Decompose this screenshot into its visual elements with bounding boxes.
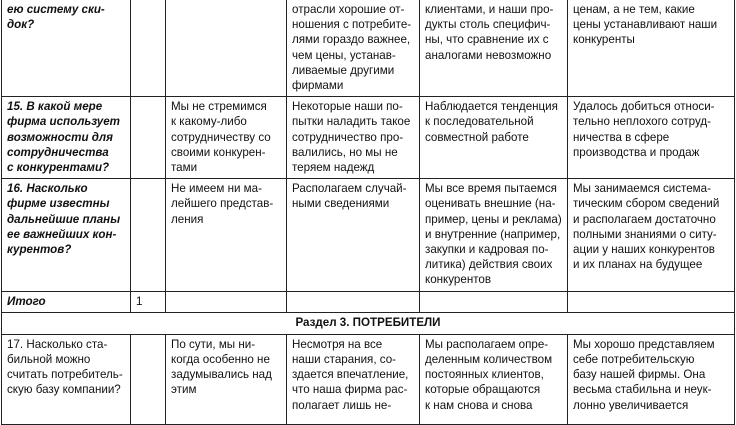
option-cell: [166, 334, 287, 424]
cell-text-line: и их планах на будущее: [573, 258, 703, 272]
cell-text-line: ношения с потребите-: [292, 18, 412, 32]
option-cell: [287, 334, 420, 424]
cell-text-line: теряем надежд: [292, 161, 375, 175]
question-cell: [2, 179, 131, 291]
table-row: [2, 0, 735, 97]
cell-text-line: Наблюдается тенденция: [425, 100, 558, 114]
table-row: [2, 179, 735, 291]
option-cell: [166, 179, 287, 291]
total-score: 1: [131, 291, 166, 312]
question-cell: [2, 0, 131, 97]
cell-text-line: постоянных клиентов,: [425, 368, 544, 382]
cell-text-line: док?: [7, 18, 35, 32]
cell-text-line: производства и продаж: [573, 145, 700, 159]
cell-text-line: ценам, а не тем, какие: [573, 3, 695, 16]
option-cell: [166, 291, 287, 312]
cell-text-line: 15. В какой мере: [7, 100, 103, 114]
cell-text-line: дукты столь специфич-: [425, 18, 551, 32]
cell-text-line: базу нашей фирмы. Она: [573, 368, 706, 382]
cell-text-line: ными сведениями: [292, 197, 390, 211]
option-cell: [420, 0, 568, 97]
cell-text-line: Мы располагаем опре-: [425, 337, 549, 351]
cell-text-line: дальнейшие планы: [7, 212, 121, 226]
option-cell: [568, 0, 735, 97]
cell-text-line: тельно неплохого сотруд-: [573, 115, 712, 129]
cell-text-line: сотрудничества: [7, 145, 109, 159]
score-cell: [131, 334, 166, 424]
cell-text-line: бильной можно: [7, 353, 91, 367]
cell-text-line: лейшего представ-: [171, 197, 274, 211]
cell-text-line: возможности для: [7, 130, 113, 144]
option-cell: [420, 97, 568, 179]
cell-text-line: клиентами, и наши про-: [425, 3, 554, 16]
cell-text-line: закупки и кадровая по-: [425, 243, 549, 257]
cell-text-line: фирме известны: [7, 197, 110, 211]
cell-text-line: оценивать внешние (на-: [425, 197, 556, 211]
cell-text-line: сотрудничеству со: [171, 130, 271, 144]
cell-text-line: весьма стабильна и неук-: [573, 383, 712, 397]
cell-text-line: наши старания, со-: [292, 353, 397, 367]
score-cell: [131, 97, 166, 179]
cell-text-line: литика) действия своих: [425, 258, 553, 272]
option-cell: [166, 97, 287, 179]
cell-text-line: Мы не стремимся: [171, 100, 267, 114]
cell-text-line: Не имеем ни ма-: [171, 182, 262, 196]
cell-text-line: лонно увеличивается: [573, 398, 689, 412]
cell-text-line: 16. Насколько: [7, 182, 88, 196]
cell-text-line: когда особенно не: [171, 353, 270, 367]
option-cell: [568, 291, 735, 312]
cell-text-line: сотрудничество про-: [292, 130, 404, 144]
option-cell: [420, 334, 568, 424]
cell-text-line: конкурентов: [425, 273, 492, 287]
question-cell: [2, 97, 131, 179]
cell-text-line: пример, цены и реклама): [425, 212, 562, 226]
cell-text-line: По сути, мы ни-: [171, 337, 256, 351]
cell-text-line: Располагаем случай-: [292, 182, 407, 196]
cell-text-line: и располагаем достаточно: [573, 212, 716, 226]
cell-text-line: конкуренты: [573, 33, 635, 47]
option-cell: [287, 291, 420, 312]
cell-text-line: чем цены, устанав-: [292, 48, 396, 62]
cell-text-line: тами: [171, 161, 198, 175]
cell-text-line: скую базу компании?: [7, 383, 121, 397]
cell-text-line: цены устанавливают наши: [573, 18, 718, 32]
option-cell: [568, 179, 735, 291]
cell-text-line: считать потребитель-: [7, 368, 123, 382]
section-title: Раздел 3. ПОТРЕБИТЕЛИ: [2, 312, 735, 334]
cell-text-line: отрасли хорошие от-: [292, 3, 405, 16]
cell-text-line: что наша фирма рас-: [292, 383, 408, 397]
cell-text-line: Некоторые наши по-: [292, 100, 403, 114]
cell-text-line: Мы занимаемся система-: [573, 182, 711, 196]
section-row: [2, 312, 735, 334]
cell-text-line: ее важнейших кон-: [7, 227, 117, 241]
cell-text-line: лями гораздо важнее,: [292, 33, 411, 47]
cell-text-line: валились, но мы не: [292, 145, 398, 159]
cell-text-line: ны, что сравнение их с: [425, 33, 549, 47]
cell-text-line: 17. Насколько ста-: [7, 337, 108, 351]
option-cell: [568, 97, 735, 179]
total-label: Итого: [2, 291, 131, 312]
score-cell: [131, 179, 166, 291]
cell-text-line: ничества в сфере: [573, 130, 670, 144]
cell-text-line: и внутренние (например,: [425, 227, 561, 241]
cell-text-line: ею систему ски-: [7, 3, 105, 16]
cell-text-line: к последовательной: [425, 115, 534, 129]
cell-text-line: полными знаниями о ситу-: [573, 227, 717, 241]
cell-text-line: полагает лишь не-: [292, 398, 392, 412]
cell-text-line: деленным количеством: [425, 353, 553, 367]
cell-text-line: с конкурентами?: [7, 161, 110, 175]
option-cell: [287, 0, 420, 97]
cell-text-line: пытки наладить такое: [292, 115, 411, 129]
option-cell: [420, 179, 568, 291]
survey-table: [1, 0, 735, 425]
cell-text-line: Несмотря на все: [292, 337, 383, 351]
option-cell: [287, 97, 420, 179]
cell-text-line: здается впечатление,: [292, 368, 409, 382]
cell-text-line: фирмами: [292, 79, 344, 93]
cell-text-line: совместной работе: [425, 130, 529, 144]
total-row: [2, 291, 735, 312]
cell-text-line: своими конкурен-: [171, 145, 266, 159]
option-cell: [568, 334, 735, 424]
cell-text-line: задумывались над: [171, 368, 272, 382]
cell-text-line: ации у наших конкурентов: [573, 243, 715, 257]
option-cell: [420, 291, 568, 312]
question-cell: [2, 334, 131, 424]
table-row: [2, 334, 735, 424]
cell-text-line: Мы все время пытаемся: [425, 182, 557, 196]
option-cell: [287, 179, 420, 291]
cell-text-line: этим: [171, 383, 197, 397]
option-cell: [166, 0, 287, 97]
score-cell: [131, 0, 166, 97]
cell-text-line: ливаемые другими: [292, 63, 395, 77]
cell-text-line: фирма использует: [7, 115, 120, 129]
cell-text-line: Мы хорошо представляем: [573, 337, 715, 351]
cell-text-line: ления: [171, 212, 204, 226]
cell-text-line: к какому-либо: [171, 115, 247, 129]
cell-text-line: курентов?: [7, 243, 72, 257]
cell-text-line: которые обращаются: [425, 383, 541, 397]
cell-text-line: аналогами невозможно: [425, 48, 552, 62]
cell-text-line: Удалось добиться относи-: [573, 100, 715, 114]
cell-text-line: тическим сбором сведений: [573, 197, 720, 211]
cell-text-line: себе потребительскую: [573, 353, 695, 367]
cell-text-line: к нам снова и снова: [425, 398, 533, 412]
table-row: [2, 97, 735, 179]
